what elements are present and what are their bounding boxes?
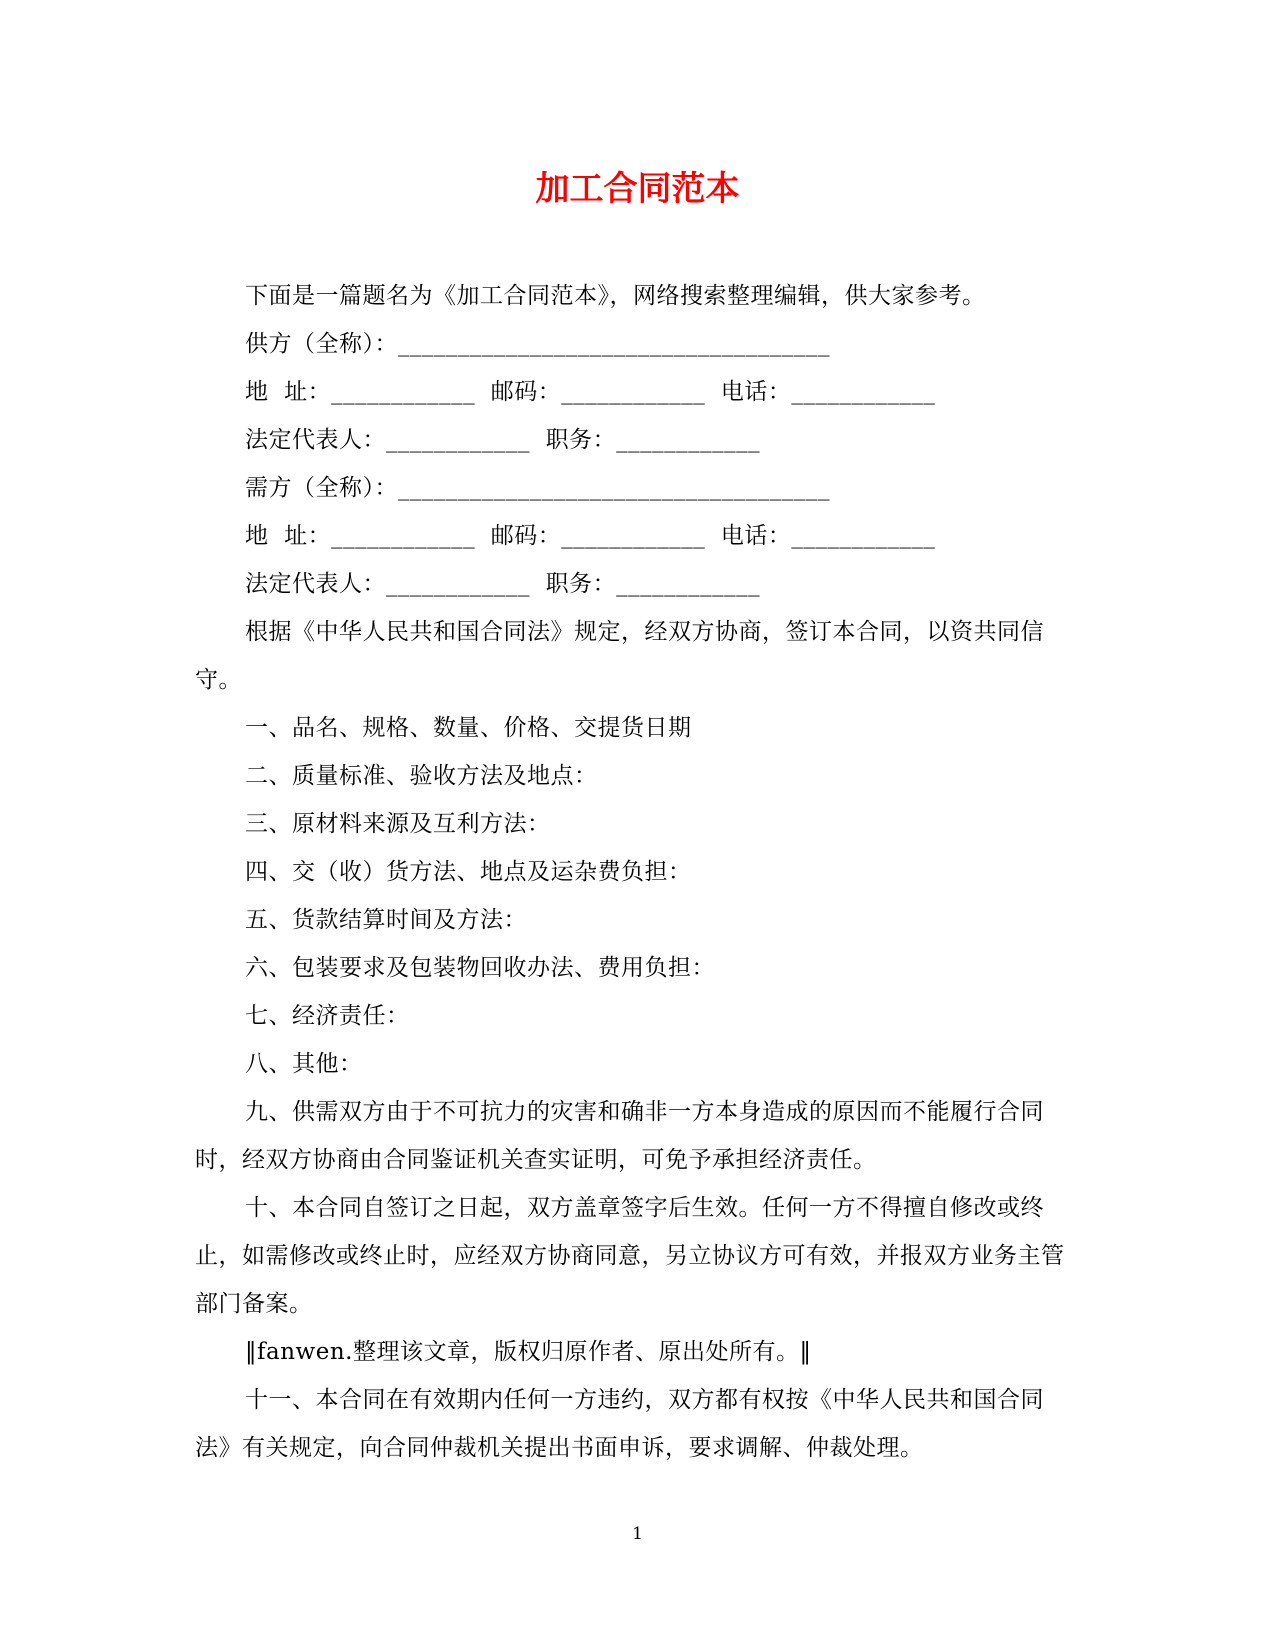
clause-8: 八、其他： <box>245 1051 363 1077</box>
supplier-representative-line: 法定代表人：____________ 职务：____________ <box>245 427 761 453</box>
clause-5: 五、货款结算时间及方法： <box>245 907 527 933</box>
document-title: 加工合同范本 <box>535 169 740 209</box>
copyright-note: ‖fanwen.整理该文章，版权归原作者、原出处所有。‖ <box>245 1339 812 1365</box>
clause-10: 十、本合同自签订之日起，双方盖章签字后生效。任何一方不得擅自修改或终止，如需修改或终止时，应经双方协商同意，另立协议方可有效，并报双方业务主管部门备案。 <box>195 1195 1065 1317</box>
buyer-address-line: 地 址：____________ 邮码：____________ 电话：____________ <box>245 523 936 549</box>
supplier-name-field: 供方（全称）：____________________________________ <box>245 331 830 357</box>
contract-basis-paragraph: 根据《中华人民共和国合同法》规定，经双方协商，签订本合同，以资共同信守。 <box>195 619 1044 693</box>
supplier-address-line: 地 址：____________ 邮码：____________ 电话：____________ <box>245 379 936 405</box>
clause-2: 二、质量标准、验收方法及地点： <box>245 763 598 789</box>
clause-11: 十一、本合同在有效期内任何一方违约，双方都有权按《中华人民共和国合同法》有关规定，向合同仲裁机关提出书面申诉，要求调解、仲裁处理。 <box>195 1387 1044 1461</box>
clause-7: 七、经济责任： <box>245 1003 410 1029</box>
clause-9: 九、供需双方由于不可抗力的灾害和确非一方本身造成的原因而不能履行合同时，经双方协商由合同鉴证机关查实证明，可免予承担经济责任。 <box>195 1099 1044 1173</box>
clause-3: 三、原材料来源及互利方法： <box>245 811 551 837</box>
document-body <box>195 272 1075 1472</box>
buyer-name-field: 需方（全称）：____________________________________ <box>245 475 830 501</box>
clause-6: 六、包装要求及包装物回收办法、费用负担： <box>245 955 715 981</box>
intro-paragraph: 下面是一篇题名为《加工合同范本》，网络搜索整理编辑，供大家参考。 <box>245 283 986 309</box>
clause-4: 四、交（收）货方法、地点及运杂费负担： <box>245 859 692 885</box>
clause-1: 一、品名、规格、数量、价格、交提货日期 <box>245 715 692 741</box>
buyer-representative-line: 法定代表人：____________ 职务：____________ <box>245 571 761 597</box>
page-number: 1 <box>632 1524 643 1544</box>
